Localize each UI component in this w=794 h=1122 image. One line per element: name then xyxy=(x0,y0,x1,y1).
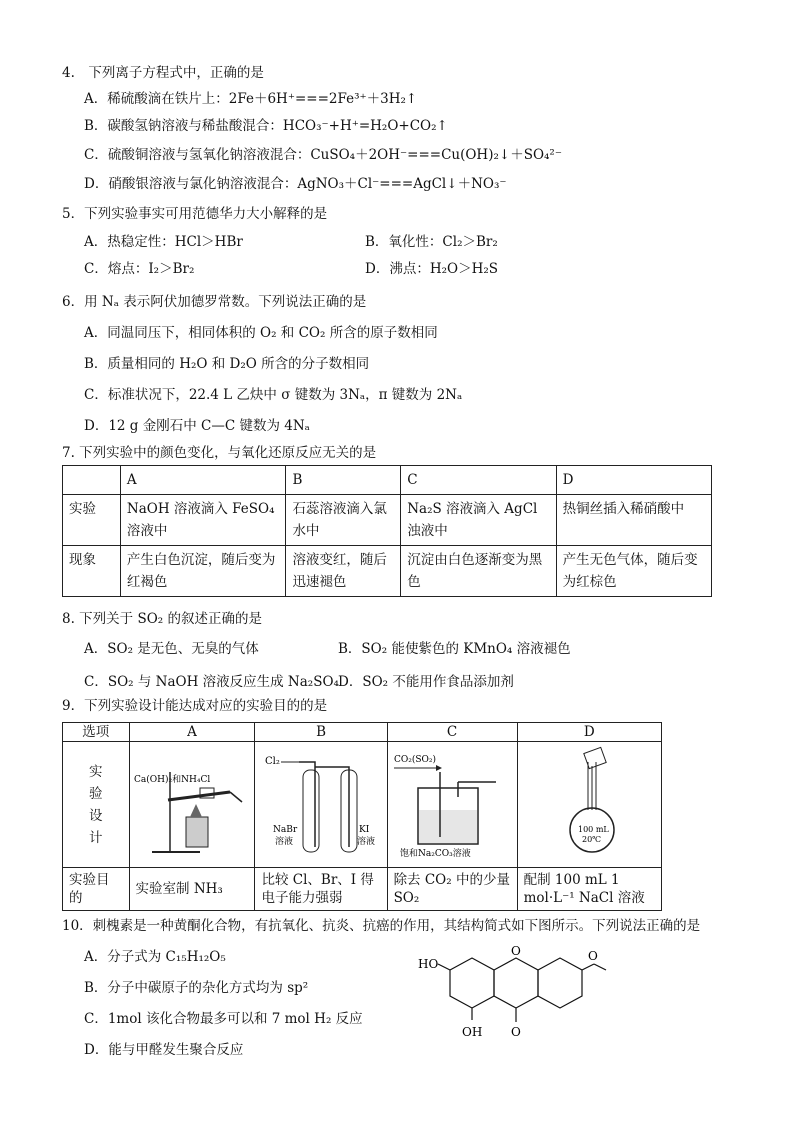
table-cell: 实验室制 NH₃ xyxy=(129,868,255,911)
q4-stem: 4. 下列离子方程式中，正确的是 xyxy=(62,65,264,81)
table-cell: 溶液变红，随后迅速褪色 xyxy=(286,546,401,597)
q10-option-d: D．能与甲醛发生聚合反应 xyxy=(84,1042,244,1058)
q4-option-d: D．硝酸银溶液与氯化钠溶液混合：AgNO₃＋Cl⁻===AgCl↓＋NO₃⁻ xyxy=(84,176,507,192)
table-cell: C xyxy=(401,466,556,495)
table-cell: 石蕊溶液滴入氯水中 xyxy=(286,495,401,546)
figure-label: Cl₂ xyxy=(265,756,281,767)
table-cell: A xyxy=(120,466,286,495)
hydroxyl-label: HO xyxy=(418,957,439,971)
q6-stem: 6．用 Nₐ 表示阿伏加德罗常数。下列说法正确的是 xyxy=(62,294,367,310)
figure-label: CO₂(SO₂) xyxy=(393,755,436,765)
q5-option-d: D．沸点：H₂O＞H₂S xyxy=(365,261,499,277)
q5-stem: 5．下列实验事实可用范德华力大小解释的是 xyxy=(62,206,328,222)
figure-label: 20℃ xyxy=(581,835,601,844)
q6-option-a: A．同温同压下，相同体积的 O₂ 和 CO₂ 所含的原子数相同 xyxy=(84,325,438,341)
methoxy-oxygen-label: O xyxy=(588,949,598,963)
figure-label: Ca(OH)₂和NH₄Cl xyxy=(133,775,210,785)
table-cell: 除去 CO₂ 中的少量 SO₂ xyxy=(387,868,517,911)
table-row xyxy=(63,546,712,597)
table-row xyxy=(63,742,662,868)
figure-d-cell xyxy=(517,742,661,868)
q8-option-a: A．SO₂ 是无色、无臭的气体 xyxy=(84,641,259,657)
apparatus-b-image xyxy=(255,742,383,860)
q5-option-c: C．熔点：I₂＞Br₂ xyxy=(84,261,195,277)
table-cell: 热铜丝插入稀硝酸中 xyxy=(556,495,711,546)
table-cell: 现象 xyxy=(63,546,121,597)
table-cell: D xyxy=(517,723,661,742)
table-cell xyxy=(63,466,121,495)
q8-option-c: C．SO₂ 与 NaOH 溶液反应生成 Na₂SO₄ xyxy=(84,674,339,690)
table-cell: 沉淀由白色逐渐变为黑色 xyxy=(401,546,556,597)
q10-option-a: A．分子式为 C₁₅H₁₂O₅ xyxy=(84,949,226,965)
q8-option-b: B．SO₂ 能使紫色的 KMnO₄ 溶液褪色 xyxy=(338,641,571,657)
table-cell: 实验目的 xyxy=(63,868,130,911)
figure-label: 100 mL xyxy=(577,825,609,834)
table-cell: B xyxy=(286,466,401,495)
figure-label: 饱和Na₂CO₃溶液 xyxy=(399,849,471,859)
q8-stem: 8. 下列关于 SO₂ 的叙述正确的是 xyxy=(62,611,262,627)
q7-stem: 7. 下列实验中的颜色变化，与氧化还原反应无关的是 xyxy=(62,445,377,461)
table-cell: 实 验 设 计 xyxy=(63,742,130,868)
ring-oxygen-label: O xyxy=(511,944,521,958)
q4-option-c: C．硫酸铜溶液与氢氧化钠溶液混合：CuSO₄＋2OH⁻===Cu(OH)₂↓＋SO₄²⁻ xyxy=(84,147,562,163)
figure-b-cell xyxy=(255,742,387,868)
q10-option-b: B．分子中碳原子的杂化方式均为 sp² xyxy=(84,980,309,996)
q6-option-b: B．质量相同的 H₂O 和 D₂O 所含的分子数相同 xyxy=(84,356,370,372)
hydroxyl-label: OH xyxy=(462,1025,483,1039)
table-cell: C xyxy=(387,723,517,742)
q8-option-d: D．SO₂ 不能用作食品添加剂 xyxy=(338,674,514,690)
q4-option-b: B．碳酸氢钠溶液与稀盐酸混合：HCO₃⁻+H⁺=H₂O+CO₂↑ xyxy=(84,118,448,134)
figure-label: KI xyxy=(359,825,370,835)
q7-table xyxy=(62,465,712,597)
q5-option-a: A．热稳定性：HCl＞HBr xyxy=(84,234,243,250)
keto-oxygen-label: O xyxy=(511,1025,521,1039)
q5-option-b: B．氧化性：Cl₂＞Br₂ xyxy=(365,234,498,250)
table-cell: 比较 Cl、Br、I 得电子能力强弱 xyxy=(255,868,387,911)
table-row xyxy=(63,466,712,495)
table-cell: 实验 xyxy=(63,495,121,546)
apparatus-d-image xyxy=(518,742,658,860)
figure-label: 溶液 xyxy=(275,837,294,847)
q9-table xyxy=(62,722,662,911)
table-cell: Na₂S 溶液滴入 AgCl 浊液中 xyxy=(401,495,556,546)
table-row xyxy=(63,868,662,911)
table-cell: 产生白色沉淀，随后变为红褐色 xyxy=(120,546,286,597)
figure-a-cell xyxy=(129,742,255,868)
table-cell: A xyxy=(129,723,255,742)
figure-label: 溶液 xyxy=(357,837,376,847)
acacetin-structure-image xyxy=(410,938,610,1048)
q6-option-c: C．标准状况下，22.4 L 乙炔中 σ 键数为 3Nₐ，π 键数为 2Nₐ xyxy=(84,387,463,403)
figure-label: NaBr xyxy=(273,825,298,835)
table-cell: 产生无色气体，随后变为红棕色 xyxy=(556,546,711,597)
apparatus-c-image xyxy=(388,742,514,860)
table-cell: 选项 xyxy=(63,723,130,742)
apparatus-a-image xyxy=(130,742,252,860)
table-row xyxy=(63,723,662,742)
table-cell: B xyxy=(255,723,387,742)
q9-stem: 9．下列实验设计能达成对应的实验目的的是 xyxy=(62,698,328,714)
table-cell: NaOH 溶液滴入 FeSO₄ 溶液中 xyxy=(120,495,286,546)
table-cell: 配制 100 mL 1 mol·L⁻¹ NaCl 溶液 xyxy=(517,868,661,911)
q6-option-d: D．12 g 金刚石中 C—C 键数为 4Nₐ xyxy=(84,418,310,434)
table-cell: D xyxy=(556,466,711,495)
q10-stem: 10．刺槐素是一种黄酮化合物，有抗氧化、抗炎、抗癌的作用，其结构简式如下图所示。下列说法正确的是 xyxy=(62,918,701,934)
figure-c-cell xyxy=(387,742,517,868)
table-row xyxy=(63,495,712,546)
q10-option-c: C．1mol 该化合物最多可以和 7 mol H₂ 反应 xyxy=(84,1011,363,1027)
q4-option-a: A．稀硫酸滴在铁片上：2Fe＋6H⁺===2Fe³⁺＋3H₂↑ xyxy=(84,91,418,107)
